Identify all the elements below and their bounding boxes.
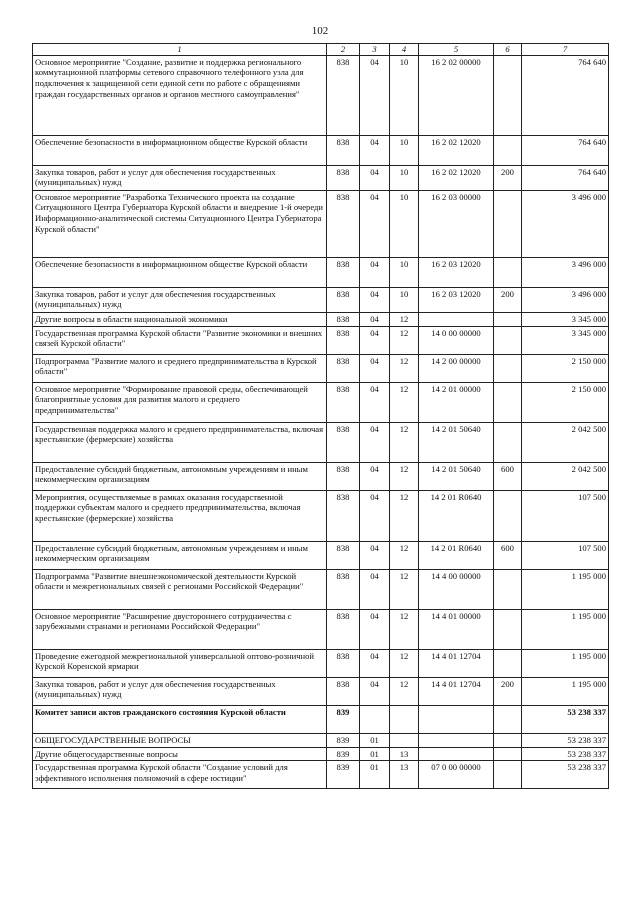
subsection-cell: 12 — [390, 649, 419, 677]
section-cell: 01 — [360, 733, 390, 747]
table-row — [33, 326, 609, 354]
expense-type-cell — [494, 257, 522, 287]
expense-type-cell — [494, 135, 522, 165]
row-name-cell: Основное мероприятие "Разработка Технического проекта на создание Ситуационного Центра Губернатора Курской области и внедрение 1-й очереди Информационно-аналитической системы Ситуационного Центра Губернатора Курской области" — [33, 190, 327, 257]
row-name-cell: Государственная программа Курской области "Создание условий для эффективного исполнения полномочий в сфере юстиции" — [33, 761, 327, 789]
subsection-cell — [390, 705, 419, 733]
section-cell: 04 — [360, 135, 390, 165]
table-row — [33, 490, 609, 541]
expense-type-cell: 200 — [494, 165, 522, 190]
grbs-code-cell: 838 — [327, 677, 360, 705]
expense-type-cell — [494, 733, 522, 747]
target-article-cell — [419, 312, 494, 326]
target-article-cell: 14 2 01 R0640 — [419, 541, 494, 569]
table-row — [33, 541, 609, 569]
amount-cell: 107 500 — [522, 541, 609, 569]
subsection-cell: 12 — [390, 490, 419, 541]
table-row — [33, 705, 609, 733]
table-row — [33, 135, 609, 165]
target-article-cell — [419, 747, 494, 761]
grbs-code-cell: 838 — [327, 569, 360, 609]
target-article-cell: 16 2 03 00000 — [419, 190, 494, 257]
expense-type-cell — [494, 569, 522, 609]
grbs-code-cell: 838 — [327, 462, 360, 490]
amount-cell: 764 640 — [522, 135, 609, 165]
target-article-cell: 14 4 01 12704 — [419, 677, 494, 705]
grbs-code-cell: 838 — [327, 382, 360, 422]
table-row — [33, 165, 609, 190]
section-cell: 04 — [360, 55, 390, 135]
table-row — [33, 761, 609, 789]
row-name-cell: Закупка товаров, работ и услуг для обеспечения государственных (муниципальных) нужд — [33, 165, 327, 190]
expense-type-cell — [494, 382, 522, 422]
grbs-code-cell: 838 — [327, 55, 360, 135]
amount-cell: 53 238 337 — [522, 733, 609, 747]
amount-cell: 3 496 000 — [522, 257, 609, 287]
expense-type-cell — [494, 312, 522, 326]
grbs-code-cell: 838 — [327, 287, 360, 312]
target-article-cell: 07 0 00 00000 — [419, 761, 494, 789]
grbs-code-cell: 838 — [327, 312, 360, 326]
grbs-code-cell: 838 — [327, 257, 360, 287]
section-cell: 04 — [360, 649, 390, 677]
subsection-cell: 10 — [390, 135, 419, 165]
amount-cell: 764 640 — [522, 55, 609, 135]
table-row — [33, 55, 609, 135]
section-cell: 04 — [360, 677, 390, 705]
target-article-cell: 14 4 01 12704 — [419, 649, 494, 677]
amount-cell: 53 238 337 — [522, 705, 609, 733]
section-cell: 01 — [360, 761, 390, 789]
section-cell: 04 — [360, 382, 390, 422]
expense-type-cell — [494, 747, 522, 761]
row-name-cell: Закупка товаров, работ и услуг для обеспечения государственных (муниципальных) нужд — [33, 287, 327, 312]
subsection-cell: 12 — [390, 354, 419, 382]
target-article-cell: 16 2 02 00000 — [419, 55, 494, 135]
subsection-cell: 12 — [390, 609, 419, 649]
amount-cell: 1 195 000 — [522, 649, 609, 677]
section-cell — [360, 705, 390, 733]
row-name-cell: Предоставление субсидий бюджетным, автономным учреждениям и иным некоммерческим организациям — [33, 462, 327, 490]
target-article-cell: 14 2 01 50640 — [419, 422, 494, 462]
target-article-cell: 14 2 00 00000 — [419, 354, 494, 382]
header-cell: 2 — [327, 44, 360, 56]
amount-cell: 107 500 — [522, 490, 609, 541]
expense-type-cell — [494, 761, 522, 789]
section-cell: 04 — [360, 354, 390, 382]
row-name-cell: Закупка товаров, работ и услуг для обеспечения государственных (муниципальных) нужд — [33, 677, 327, 705]
section-cell: 01 — [360, 747, 390, 761]
expense-type-cell: 600 — [494, 541, 522, 569]
page-number: 102 — [311, 25, 329, 37]
subsection-cell: 12 — [390, 677, 419, 705]
expense-type-cell: 200 — [494, 677, 522, 705]
section-cell: 04 — [360, 257, 390, 287]
table-row — [33, 422, 609, 462]
grbs-code-cell: 838 — [327, 490, 360, 541]
subsection-cell: 10 — [390, 165, 419, 190]
subsection-cell: 10 — [390, 257, 419, 287]
grbs-code-cell: 838 — [327, 649, 360, 677]
expense-type-cell — [494, 649, 522, 677]
grbs-code-cell: 839 — [327, 733, 360, 747]
expense-type-cell — [494, 55, 522, 135]
grbs-code-cell: 838 — [327, 422, 360, 462]
subsection-cell: 10 — [390, 55, 419, 135]
table-row — [33, 257, 609, 287]
header-cell: 4 — [390, 44, 419, 56]
target-article-cell: 14 2 01 50640 — [419, 462, 494, 490]
subsection-cell: 12 — [390, 422, 419, 462]
row-name-cell: ОБЩЕГОСУДАРСТВЕННЫЕ ВОПРОСЫ — [33, 733, 327, 747]
row-name-cell: Другие общегосударственные вопросы — [33, 747, 327, 761]
subsection-cell: 12 — [390, 569, 419, 609]
header-cell: 6 — [494, 44, 522, 56]
target-article-cell: 16 2 02 12020 — [419, 165, 494, 190]
section-cell: 04 — [360, 541, 390, 569]
header-cell: 7 — [522, 44, 609, 56]
target-article-cell: 14 0 00 00000 — [419, 326, 494, 354]
grbs-code-cell: 838 — [327, 609, 360, 649]
table-row — [33, 287, 609, 312]
row-name-cell: Комитет записи актов гражданского состояния Курской области — [33, 705, 327, 733]
amount-cell: 53 238 337 — [522, 761, 609, 789]
section-cell: 04 — [360, 190, 390, 257]
row-name-cell: Основное мероприятие "Формирование правовой среды, обеспечивающей благоприятные условия для развития малого и среднего предпринимательства" — [33, 382, 327, 422]
expense-type-cell — [494, 326, 522, 354]
expense-type-cell — [494, 490, 522, 541]
row-name-cell: Основное мероприятие "Создание, развитие и поддержка регионального коммутационной платформы сетевого справочного телефонного узла для подключения к защищенной сети единой сети по работе с обращениями граждан государственных органов и органов местного самоуправления" — [33, 55, 327, 135]
section-cell: 04 — [360, 609, 390, 649]
subsection-cell: 10 — [390, 287, 419, 312]
subsection-cell: 12 — [390, 312, 419, 326]
row-name-cell: Государственная программа Курской области "Развитие экономики и внешних связей Курской области" — [33, 326, 327, 354]
amount-cell: 764 640 — [522, 165, 609, 190]
section-cell: 04 — [360, 326, 390, 354]
target-article-cell — [419, 705, 494, 733]
section-cell: 04 — [360, 287, 390, 312]
row-name-cell: Мероприятия, осуществляемые в рамках оказания государственной поддержки субъектам малого и среднего предпринимательства, включая крестьянские (фермерские) хозяйства — [33, 490, 327, 541]
table-row — [33, 569, 609, 609]
expense-type-cell: 600 — [494, 462, 522, 490]
target-article-cell: 16 2 03 12020 — [419, 287, 494, 312]
expense-type-cell — [494, 609, 522, 649]
target-article-cell: 16 2 03 12020 — [419, 257, 494, 287]
amount-cell: 2 042 500 — [522, 462, 609, 490]
budget-table — [32, 43, 609, 789]
header-cell: 5 — [419, 44, 494, 56]
amount-cell: 1 195 000 — [522, 677, 609, 705]
row-name-cell: Обеспечение безопасности в информационном обществе Курской области — [33, 257, 327, 287]
row-name-cell: Проведение ежегодной межрегиональной универсальной оптово-розничной Курской Коренской ярмарки — [33, 649, 327, 677]
section-cell: 04 — [360, 422, 390, 462]
grbs-code-cell: 838 — [327, 326, 360, 354]
row-name-cell: Другие вопросы в области национальной экономики — [33, 312, 327, 326]
expense-type-cell — [494, 354, 522, 382]
subsection-cell: 13 — [390, 747, 419, 761]
table-row — [33, 190, 609, 257]
target-article-cell: 16 2 02 12020 — [419, 135, 494, 165]
amount-cell: 3 496 000 — [522, 190, 609, 257]
target-article-cell: 14 4 00 00000 — [419, 569, 494, 609]
target-article-cell — [419, 733, 494, 747]
subsection-cell — [390, 733, 419, 747]
subsection-cell: 10 — [390, 190, 419, 257]
amount-cell: 1 195 000 — [522, 609, 609, 649]
grbs-code-cell: 838 — [327, 354, 360, 382]
expense-type-cell — [494, 422, 522, 462]
section-cell: 04 — [360, 312, 390, 326]
table-row — [33, 747, 609, 761]
grbs-code-cell: 839 — [327, 747, 360, 761]
row-name-cell: Подпрограмма "Развитие малого и среднего предпринимательства в Курской области" — [33, 354, 327, 382]
amount-cell: 3 345 000 — [522, 312, 609, 326]
section-cell: 04 — [360, 165, 390, 190]
table-row — [33, 733, 609, 747]
amount-cell: 2 042 500 — [522, 422, 609, 462]
row-name-cell: Подпрограмма "Развитие внешнеэкономической деятельности Курской области и межрегиональных связей с регионами Российской Федерации" — [33, 569, 327, 609]
expense-type-cell — [494, 190, 522, 257]
subsection-cell: 13 — [390, 761, 419, 789]
table-row — [33, 462, 609, 490]
amount-cell: 3 496 000 — [522, 287, 609, 312]
grbs-code-cell: 839 — [327, 761, 360, 789]
table-row — [33, 609, 609, 649]
grbs-code-cell: 838 — [327, 165, 360, 190]
amount-cell: 2 150 000 — [522, 382, 609, 422]
subsection-cell: 12 — [390, 462, 419, 490]
table-row — [33, 354, 609, 382]
subsection-cell: 12 — [390, 382, 419, 422]
target-article-cell: 14 4 01 00000 — [419, 609, 494, 649]
amount-cell: 53 238 337 — [522, 747, 609, 761]
expense-type-cell — [494, 705, 522, 733]
header-cell: 3 — [360, 44, 390, 56]
table-row — [33, 649, 609, 677]
grbs-code-cell: 838 — [327, 135, 360, 165]
grbs-code-cell: 839 — [327, 705, 360, 733]
header-cell: 1 — [33, 44, 327, 56]
amount-cell: 2 150 000 — [522, 354, 609, 382]
section-cell: 04 — [360, 462, 390, 490]
section-cell: 04 — [360, 569, 390, 609]
table-row — [33, 677, 609, 705]
expense-type-cell: 200 — [494, 287, 522, 312]
subsection-cell: 12 — [390, 326, 419, 354]
row-name-cell: Государственная поддержка малого и среднего предпринимательства, включая крестьянские (фермерские) хозяйства — [33, 422, 327, 462]
table-row — [33, 382, 609, 422]
subsection-cell: 12 — [390, 541, 419, 569]
section-cell: 04 — [360, 490, 390, 541]
amount-cell: 1 195 000 — [522, 569, 609, 609]
target-article-cell: 14 2 01 R0640 — [419, 490, 494, 541]
row-name-cell: Предоставление субсидий бюджетным, автономным учреждениям и иным некоммерческим организациям — [33, 541, 327, 569]
row-name-cell: Обеспечение безопасности в информационном обществе Курской области — [33, 135, 327, 165]
table-row — [33, 312, 609, 326]
grbs-code-cell: 838 — [327, 190, 360, 257]
grbs-code-cell: 838 — [327, 541, 360, 569]
row-name-cell: Основное мероприятие "Расширение двустороннего сотрудничества с зарубежными странами и регионами Российской Федерации" — [33, 609, 327, 649]
table-header-row — [33, 44, 609, 56]
target-article-cell: 14 2 01 00000 — [419, 382, 494, 422]
amount-cell: 3 345 000 — [522, 326, 609, 354]
